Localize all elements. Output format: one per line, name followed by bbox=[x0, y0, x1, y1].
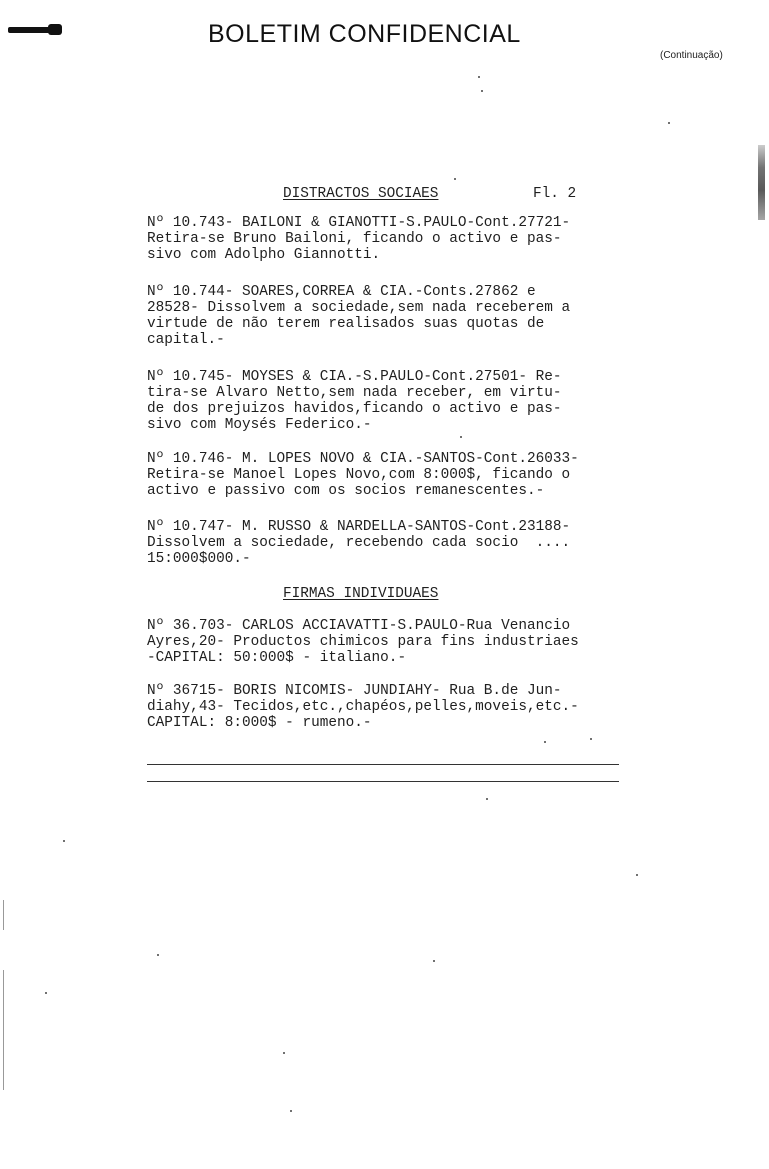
entry-line: sivo com Adolpho Giannotti. bbox=[147, 247, 381, 263]
scan-speck bbox=[433, 960, 435, 962]
scan-speck bbox=[544, 741, 546, 743]
entry-10745 bbox=[147, 369, 627, 433]
entry-line: Retira-se Manoel Lopes Novo,com 8:000$, ficando o bbox=[147, 467, 571, 483]
entry-line: CAPITAL: 8:000$ - rumeno.- bbox=[147, 715, 372, 731]
scan-edge-mark bbox=[758, 145, 765, 220]
entry-10746 bbox=[147, 451, 627, 499]
entry-line: virtude de não terem realisados suas quotas de bbox=[147, 316, 545, 332]
entry-10747 bbox=[147, 519, 627, 567]
scan-speck bbox=[481, 90, 483, 92]
sheet-number: Fl. 2 bbox=[533, 186, 577, 202]
entry-line: Dissolvem a sociedade, recebendo cada socio .... bbox=[147, 535, 571, 551]
section-title-distractos: DISTRACTOS SOCIAES bbox=[283, 186, 439, 202]
scan-speck bbox=[157, 954, 159, 956]
scan-speck bbox=[290, 1110, 292, 1112]
scan-speck bbox=[486, 798, 488, 800]
scan-speck bbox=[283, 1052, 285, 1054]
entry-line: Nº 10.744- SOARES,CORREA & CIA.-Conts.27862 e bbox=[147, 284, 536, 300]
entry-line: diahy,43- Tecidos,etc.,chapéos,pelles,moveis,etc.- bbox=[147, 699, 579, 715]
edge-line bbox=[3, 970, 4, 1090]
scan-speck bbox=[478, 76, 480, 78]
scan-speck bbox=[454, 178, 456, 180]
punch-hole-mark bbox=[8, 27, 60, 33]
entry-line: Nº 10.747- M. RUSSO & NARDELLA-SANTOS-Cont.23188- bbox=[147, 519, 571, 535]
scan-speck bbox=[460, 436, 462, 438]
continuation-note: (Continuação) bbox=[660, 50, 723, 61]
edge-line bbox=[3, 900, 4, 930]
closing-rule bbox=[147, 781, 619, 782]
bulletin-title: BOLETIM CONFIDENCIAL bbox=[208, 20, 521, 48]
entry-line: Nº 36.703- CARLOS ACCIAVATTI-S.PAULO-Rua Venancio bbox=[147, 618, 571, 634]
entry-line: Retira-se Bruno Bailoni, ficando o activo e pas- bbox=[147, 231, 562, 247]
entry-line: Nº 10.745- MOYSES & CIA.-S.PAULO-Cont.27501- Re- bbox=[147, 369, 562, 385]
entry-36703 bbox=[147, 618, 627, 666]
scan-speck bbox=[590, 738, 592, 740]
entry-line: sivo com Moysés Federico.- bbox=[147, 417, 372, 433]
entry-line: -CAPITAL: 50:000$ - italiano.- bbox=[147, 650, 407, 666]
entry-line: 15:000$000.- bbox=[147, 551, 251, 567]
entry-line: Nº 36715- BORIS NICOMIS- JUNDIAHY- Rua B.de Jun- bbox=[147, 683, 562, 699]
section-title-firmas: FIRMAS INDIVIDUAES bbox=[283, 586, 439, 602]
scan-speck bbox=[63, 840, 65, 842]
scan-speck bbox=[668, 122, 670, 124]
entry-line: activo e passivo com os socios remanescentes.- bbox=[147, 483, 545, 499]
entry-line: Nº 10.743- BAILONI & GIANOTTI-S.PAULO-Cont.27721- bbox=[147, 215, 571, 231]
entry-line: Nº 10.746- M. LOPES NOVO & CIA.-SANTOS-Cont.26033- bbox=[147, 451, 579, 467]
entry-line: Ayres,20- Productos chimicos para fins industriaes bbox=[147, 634, 579, 650]
entry-10744 bbox=[147, 284, 627, 348]
entry-line: capital.- bbox=[147, 332, 225, 348]
entry-line: 28528- Dissolvem a sociedade,sem nada receberem a bbox=[147, 300, 571, 316]
entry-line: tira-se Alvaro Netto,sem nada receber, em virtu- bbox=[147, 385, 562, 401]
entry-36715 bbox=[147, 683, 627, 731]
scan-speck bbox=[45, 992, 47, 994]
closing-rule bbox=[147, 764, 619, 765]
entry-line: de dos prejuizos havidos,ficando o activo e pas- bbox=[147, 401, 562, 417]
scan-speck bbox=[636, 874, 638, 876]
entry-10743 bbox=[147, 215, 627, 263]
